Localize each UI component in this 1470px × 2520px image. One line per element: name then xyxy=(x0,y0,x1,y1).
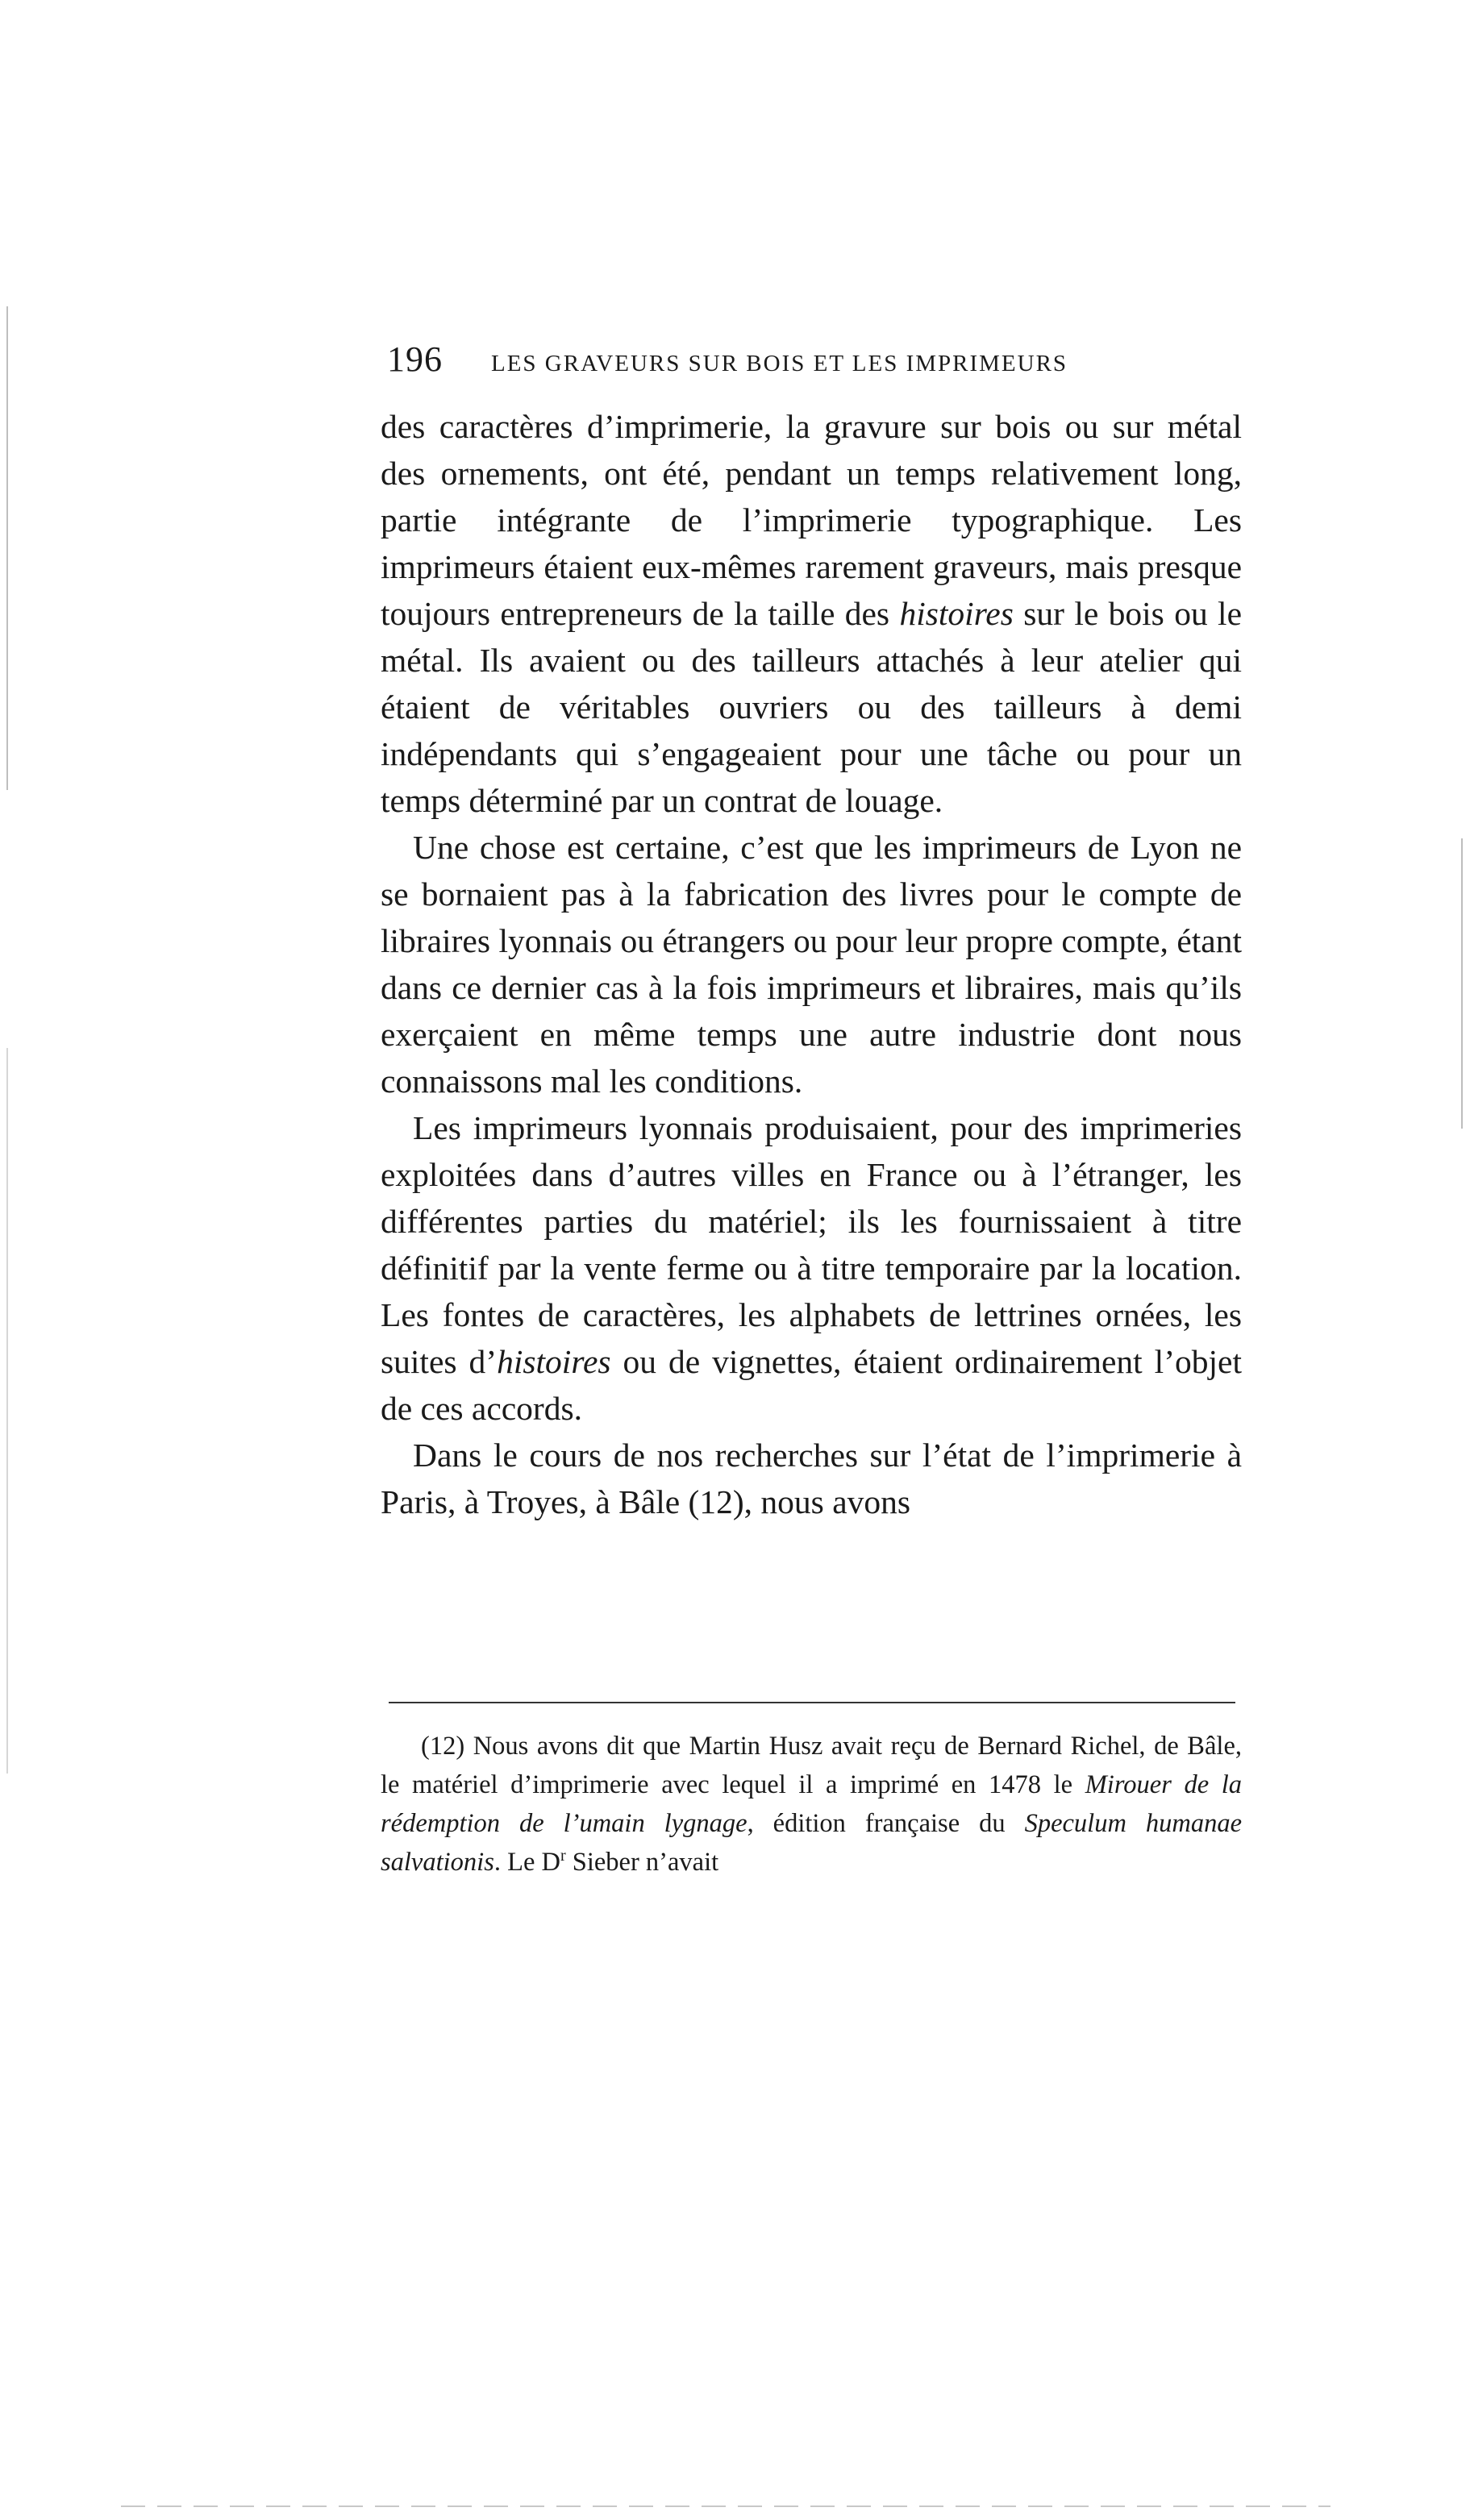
running-title: LES GRAVEURS SUR BOIS ET LES IMPRIMEURS xyxy=(491,351,1068,376)
footnote-text-2: , édition française du xyxy=(747,1809,1006,1838)
scan-mark-left-lower xyxy=(6,1048,8,1774)
paragraph-3 xyxy=(381,1104,1242,1432)
footnote-text-4: Sieber n’avait xyxy=(565,1848,719,1877)
footnote-12 xyxy=(381,1727,1242,1882)
scan-mark-left xyxy=(6,306,8,790)
paragraph-1-text-end: sur le bois ou le métal. Ils avaient ou des tailleurs attachés à leur atelier qui étaient de véritables ouvriers ou des tailleurs à demi indépendants qui s’engageaient pour une tâche ou pour un temps déterminé par un contrat de louage. xyxy=(381,595,1243,819)
paragraph-1 xyxy=(381,403,1242,824)
scan-mark-right xyxy=(1461,838,1463,1129)
paragraph-3-text: Les imprimeurs lyonnais produisaient, pour des imprimeries exploitées dans d’autres villes en France ou à l’étranger, les différentes parties du matériel; ils les fournissaient à titre définitif par la vente ferme ou à titre temporaire par la location. Les fontes de caractères, les alphabets de lettrines ornées, les suites d’ xyxy=(381,1109,1242,1380)
footnote-title-2: Speculum humanae salvationis xyxy=(381,1809,1243,1877)
footnote-rule xyxy=(389,1702,1235,1703)
paragraph-1-italic: histoires xyxy=(899,595,1014,632)
footnote-superscript: r xyxy=(560,1847,566,1865)
footnote-text-3: . Le D xyxy=(493,1848,560,1877)
paragraph-4: Dans le cours de nos recherches sur l’état de l’imprimerie à Paris, à Troyes, à Bâle (12), nous avons xyxy=(381,1437,1242,1520)
footnote-text-1: (12) Nous avons dit que Martin Husz avait reçu de Bernard Richel, de Bâle, le matériel d’imprimerie avec lequel il a imprimé en 1478 le xyxy=(381,1732,1242,1799)
paragraph-2: Une chose est certaine, c’est que les imprimeurs de Lyon ne se bornaient pas à la fabrication des livres pour le compte de libraires lyonnais ou étrangers ou pour leur propre compte, étant dans ce dernier cas à la fois imprimeurs et libraires, mais qu’ils exerçaient en même temps une autre industrie dont nous connaissons mal les conditions. xyxy=(381,829,1242,1100)
footnote-title-1: Mirouer de la rédemption de l’umain lygnage xyxy=(381,1770,1242,1838)
main-text xyxy=(381,403,1242,1525)
page-number: 196 xyxy=(387,339,443,379)
scan-mark-bottom xyxy=(121,2505,1330,2507)
paragraph-3-italic: histoires xyxy=(497,1343,611,1380)
paragraph-3-text-end: ou de vignettes, étaient ordinairement l’objet de ces accords. xyxy=(381,1343,1242,1427)
running-head xyxy=(387,339,1242,387)
paragraph-1-text: des caractères d’imprimerie, la gravure sur bois ou sur métal des ornements, ont été, pendant un temps relativement long, partie intégrante de l’imprimerie typographique. Les imprimeurs étaient eux-mêmes rarement graveurs, mais presque toujours entrepreneurs de la taille des xyxy=(381,408,1242,632)
